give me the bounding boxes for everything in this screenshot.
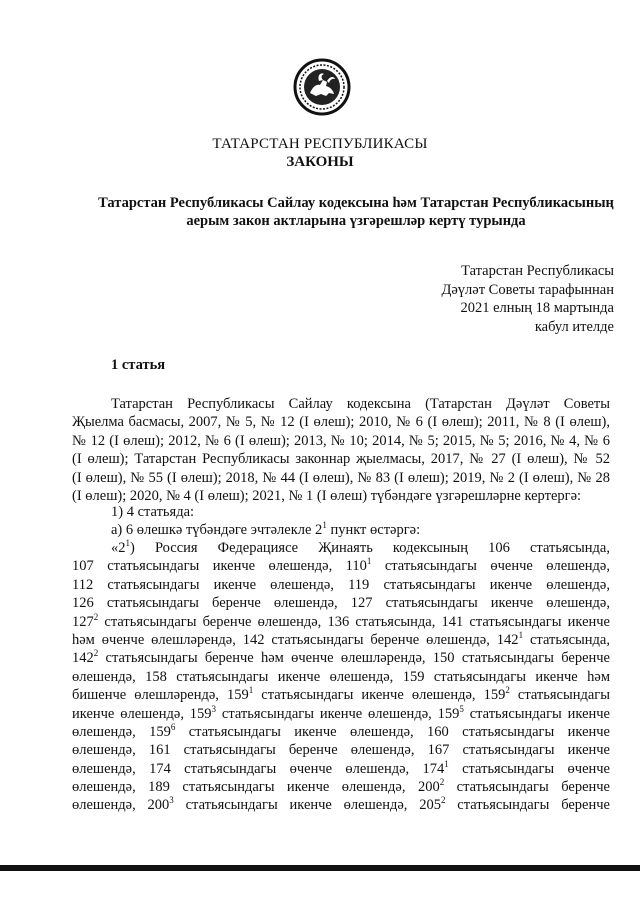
item-1: 1) 4 статьяда:	[111, 504, 195, 520]
superscript: 1	[125, 538, 130, 548]
adoption-line: Татарстан Республикасы	[461, 263, 614, 279]
title-line: Татарстан Республикасы Сайлау кодексына һәм Татарстан Республикасының	[98, 195, 614, 211]
quote-text: «2	[111, 540, 126, 556]
law-heading: ЗАКОНЫ	[286, 154, 354, 170]
adoption-line: кабул ителде	[534, 318, 614, 335]
quote-text: статьясындагы икенче өлешендә, 160 статьясындагы икенче	[175, 723, 610, 740]
quote-line	[72, 796, 610, 814]
quote-line	[72, 539, 610, 557]
intro-line: № 12 (I өлеш); 2012, № 6 (I өлеш); 2013, № 10; 2014, № 5; 2015, № 5; 2016, № 4, № 6	[72, 432, 610, 449]
intro-line: Татарстан Республикасы Сайлау кодексына (Татарстан Дәүләт Советы	[111, 396, 610, 412]
quote-text: бишенче өлешләрендә, 159	[72, 687, 249, 704]
quote-line	[72, 594, 610, 612]
superscript: 5	[459, 703, 464, 714]
quote-text: 112 статьясындагы икенче өлешендә, 119 статьясындагы икенче өлешендә,	[72, 576, 610, 593]
article-heading: 1 статья	[111, 357, 166, 373]
superscript: 1	[444, 758, 449, 769]
quote-line	[72, 723, 610, 741]
document-title	[74, 194, 638, 230]
superscript: 2	[93, 648, 99, 659]
superscript: 1	[248, 685, 254, 696]
superscript: 6	[170, 721, 176, 732]
superscript: 3	[169, 795, 174, 806]
intro-line: (I өлеш); 2020, № 4 (I өлеш); 2021, № 1 (I өлеш) түбәндәге үзгәрешләрне кертергә:	[72, 487, 582, 504]
quote-line	[72, 613, 610, 631]
quoted-amendment	[72, 539, 610, 815]
quote-text: статьясында,	[523, 631, 610, 648]
intro-line: Җыелма басмасы, 2007, № 5, № 12 (I өлеш); 2010, № 6 (I өлеш); 2011, № 8 (I өлеш),	[72, 414, 610, 431]
quote-line	[72, 705, 610, 723]
quote-line	[72, 668, 610, 686]
quote-text: 127	[72, 613, 94, 630]
adoption-block	[441, 262, 614, 336]
quote-text: өлешендә, 200	[72, 797, 170, 814]
adoption-line: 2021 елның 18 мартында	[460, 300, 614, 316]
superscript: 2	[505, 685, 510, 696]
quote-text: ) Россия Федерациясе Җинаять кодексының 106 статьясында,	[130, 540, 610, 556]
quote-line	[72, 576, 610, 594]
superscript: 2	[440, 795, 446, 806]
quote-text: статьясындагы беренче	[444, 779, 610, 796]
adoption-line: Дәүләт Советы тарафыннан	[441, 281, 614, 298]
quote-text: һәм өченче өлешләрендә, 142 статьясындагы беренче өлешендә, 142	[72, 631, 519, 648]
quote-text: статьясындагы икенче	[463, 705, 610, 722]
quote-text: 107 статьясындагы икенче өлешендә, 110	[72, 558, 367, 575]
quote-text: 142	[72, 650, 94, 667]
quote-text: статьясындагы беренче һәм өченче өлешләрендә, 150 статьясындагы беренче	[98, 650, 610, 667]
intro-paragraph	[72, 395, 610, 505]
superscript: 1	[366, 556, 372, 567]
tatarstan-emblem-icon	[293, 58, 351, 116]
quote-line	[72, 760, 610, 778]
quote-text: статьясындагы икенче өлешендә, 159	[216, 705, 460, 722]
quote-text: өлешендә, 161 статьясындагы беренче өлешендә, 167 статьясындагы икенче	[72, 742, 610, 759]
quote-text: статьясындагы	[509, 687, 610, 704]
superscript: 1	[518, 629, 524, 640]
quote-text: статьясындагы икенче өлешендә, 205	[173, 797, 441, 814]
quote-line	[72, 741, 610, 759]
title-line: аерым закон актларына үзгәрешләр кертү турында	[186, 213, 526, 229]
superscript: 3	[211, 703, 217, 714]
quote-text: өлешендә, 159	[72, 723, 171, 740]
quote-text: статьясындагы өченче өлешендә,	[371, 558, 610, 575]
quote-text: статьясындагы беренче өлешендә, 136 статьясында, 141 статьясындагы икенче	[98, 613, 610, 630]
item-a-tail: пункт өстәргә:	[326, 522, 421, 538]
superscript: 2	[439, 777, 445, 788]
quote-line	[72, 778, 610, 796]
scan-border	[0, 865, 640, 871]
quote-text: өлешендә, 189 статьясындагы икенче өлешендә, 200	[72, 779, 440, 796]
quote-line	[72, 557, 610, 575]
quote-line	[72, 649, 610, 667]
quote-line	[72, 686, 610, 704]
quote-text: статьясындагы икенче өлешендә, 159	[253, 687, 506, 704]
quote-text: статьясындагы беренче	[445, 797, 610, 814]
quote-text: 126 статьясындагы беренче өлешендә, 127 статьясындагы икенче өлешендә,	[72, 595, 610, 612]
intro-line: (I өлеш); Татарстан Республикасы законнар җыелмасы, 2017, № 27 (I өлеш), № 52	[72, 451, 610, 468]
quote-line	[72, 631, 610, 649]
superscript: 2	[93, 611, 99, 622]
item-a-superscript: 1	[322, 520, 327, 530]
republic-heading: ТАТАРСТАН РЕСПУБЛИКАСЫ	[212, 136, 428, 152]
intro-line: (I өлеш), № 55 (I өлеш); 2018, № 44 (I өлеш), № 83 (I өлеш); 2019, № 2 (I өлеш), № 28	[72, 469, 610, 486]
quote-text: икенче өлешендә, 159	[72, 705, 212, 722]
item-a-text: а) 6 өлешкә түбәндәге эчтәлекле 2	[111, 522, 323, 538]
quote-text: өлешендә, 158 статьясындагы икенче өлешендә, 159 статьясындагы икенче һәм	[72, 668, 610, 685]
quote-text: статьясындагы өченче	[448, 760, 610, 777]
quote-text: өлешендә, 174 статьясындагы өченче өлешендә, 174	[72, 760, 445, 777]
item-a	[72, 521, 640, 539]
